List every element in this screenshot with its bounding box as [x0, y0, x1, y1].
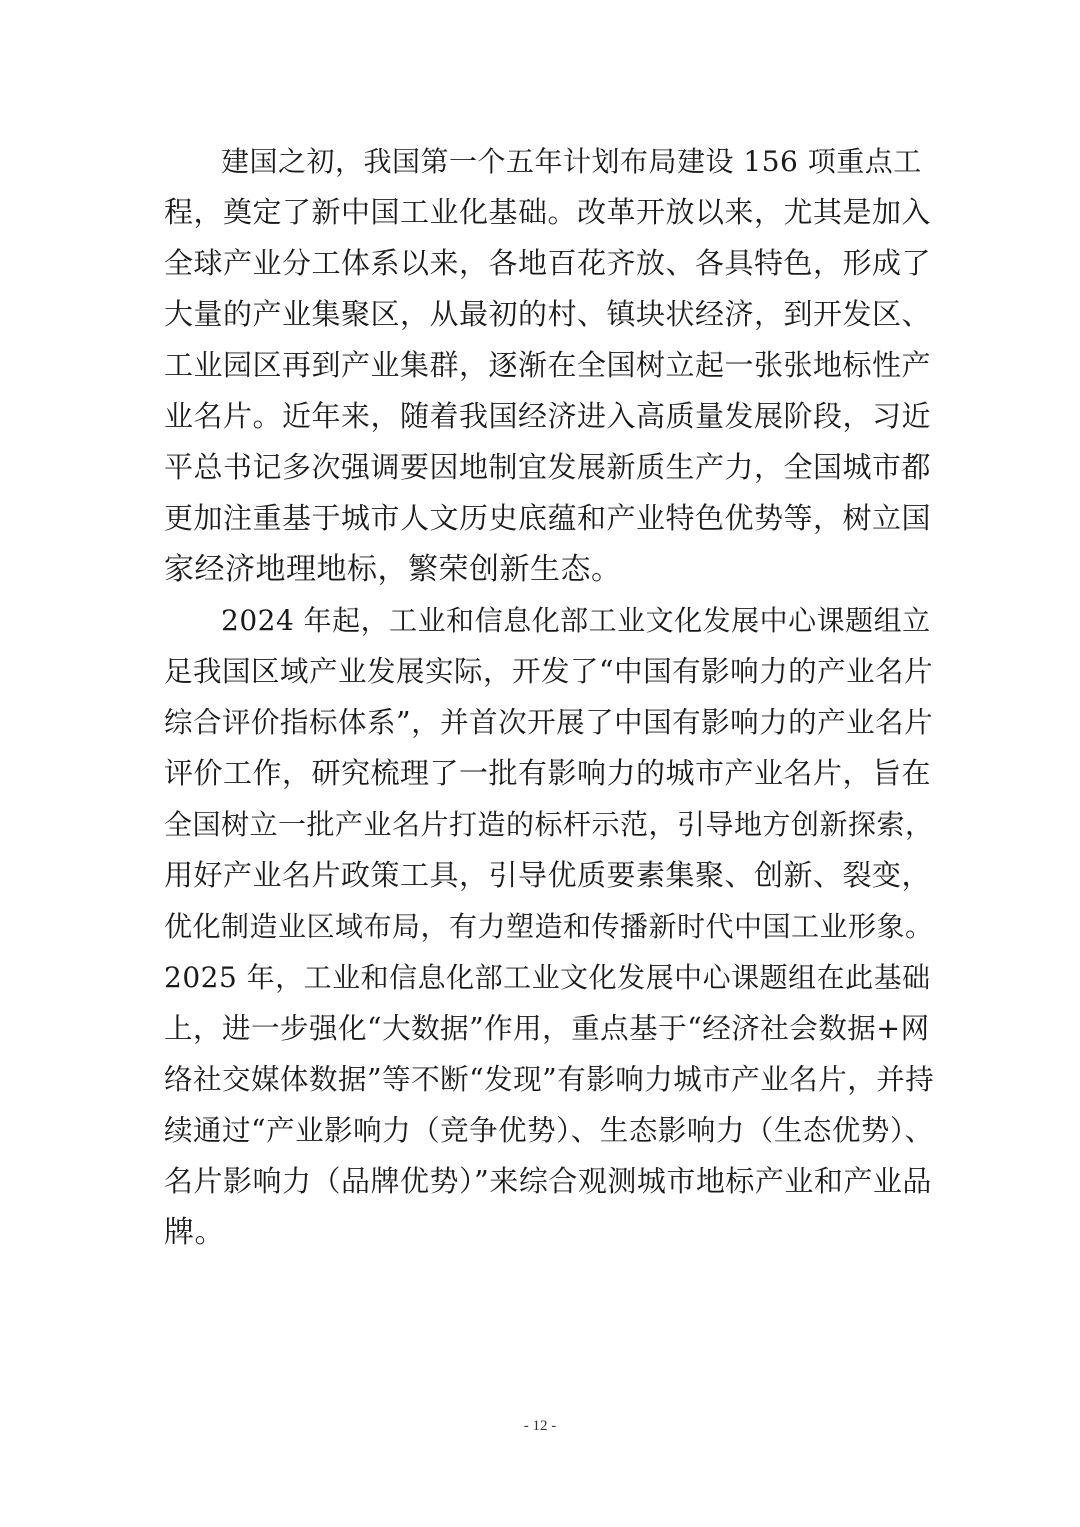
text-line: 用好产业名片政策工具，引导优质要素集聚、创新、裂变， [164, 858, 932, 892]
text-line: 建国之初，我国第一个五年计划布局建设 156 项重点工 [164, 145, 922, 178]
text-line: 全球产业分工体系以来，各地百花齐放、各具特色，形成了 [164, 246, 932, 280]
text-line: 续通过“产业影响力（竞争优势）、生态影响力（生态优势）、 [164, 1114, 934, 1147]
text-line: 业名片。近年来，随着我国经济进入高质量发展阶段，习近 [164, 399, 932, 433]
body-text [164, 136, 935, 1258]
page-number: - 12 - [523, 1418, 557, 1434]
text-line: 工业园区再到产业集群，逐渐在全国树立起一张张地标性产 [164, 348, 932, 382]
text-line: 大量的产业集聚区，从最初的村、镇块状经济，到开发区、 [164, 297, 932, 331]
text-line: 2024 年起，工业和信息化部工业文化发展中心课题组立 [164, 604, 931, 637]
text-line: 足我国区域产业发展实际，开发了“中国有影响力的产业名片 [164, 655, 934, 688]
text-line: 平总书记多次强调要因地制宜发展新质生产力，全国城市都 [164, 450, 932, 484]
text-line: 牌。 [164, 1215, 225, 1250]
text-line: 家经济地理地标，繁荣创新生态。 [164, 552, 622, 587]
text-line: 优化制造业区域布局，有力塑造和传播新时代中国工业形象。 [164, 910, 934, 943]
text-line: 上，进一步强化“大数据”作用，重点基于“经济社会数据+网 [164, 1012, 930, 1045]
text-line: 更加注重基于城市人文历史底蕴和产业特色优势等，树立国 [164, 501, 932, 535]
text-line: 综合评价指标体系”，并首次开展了中国有影响力的产业名片 [164, 706, 934, 739]
text-line: 名片影响力（品牌优势）”来综合观测城市地标产业和产业品 [164, 1164, 932, 1198]
text-line: 程，奠定了新中国工业化基础。改革开放以来，尤其是加入 [164, 195, 932, 229]
text-line: 全国树立一批产业名片打造的标杆示范，引导地方创新探索， [164, 808, 934, 841]
text-line: 2025 年，工业和信息化部工业文化发展中心课题组在此基础 [164, 961, 931, 994]
text-line: 络社交媒体数据”等不断“发现”有影响力城市产业名片，并持 [164, 1063, 935, 1096]
text-line: 评价工作，研究梳理了一批有影响力的城市产业名片，旨在 [164, 756, 932, 790]
